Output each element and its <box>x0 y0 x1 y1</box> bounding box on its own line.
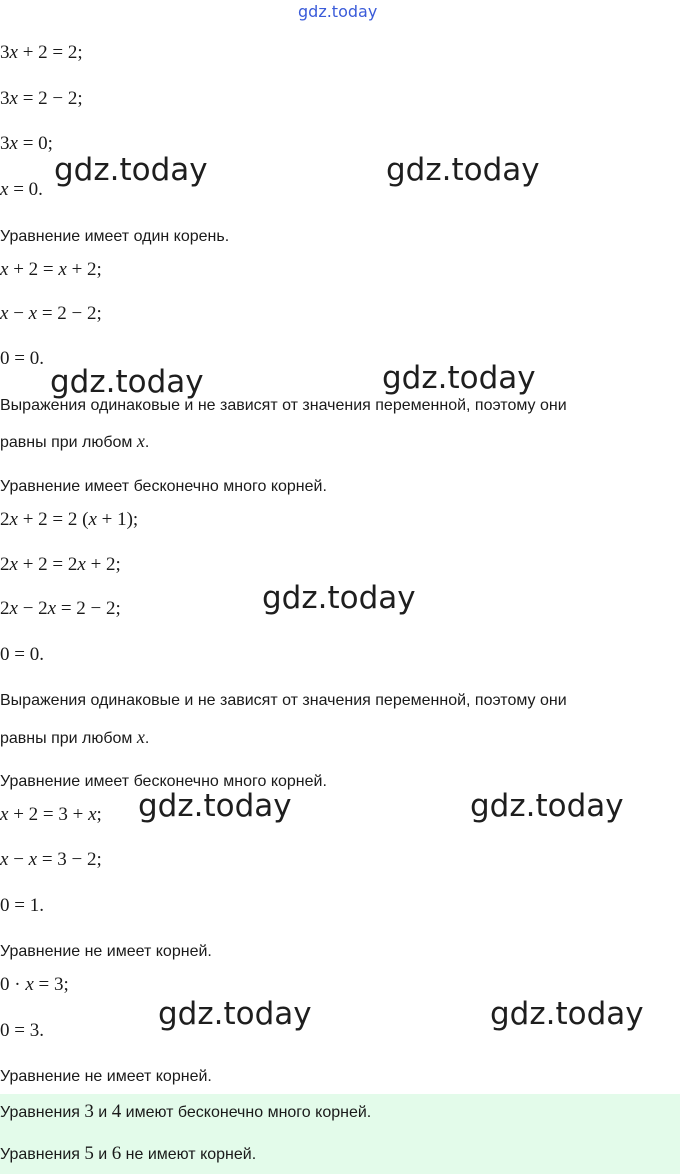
math-variable: x <box>9 598 18 619</box>
math-number: 4 <box>111 1101 122 1122</box>
math-variable: x <box>88 509 97 530</box>
equation-line: 3x = 0; <box>0 133 53 154</box>
text-line: Уравнение не имеет корней. <box>0 1068 212 1085</box>
math-variable: x <box>28 849 38 870</box>
equation-line: 0 · x = 3; <box>0 974 69 995</box>
math-number: 6 <box>111 1143 122 1164</box>
equation-line: 0 = 0. <box>0 644 44 665</box>
equation-line: x + 2 = 3 + x; <box>0 804 102 825</box>
equation-line: x = 0. <box>0 179 43 200</box>
math-variable: x <box>77 554 86 575</box>
math-variable: x <box>0 259 9 280</box>
text-line: равны при любом x. <box>0 727 150 747</box>
watermark: gdz.today <box>158 996 312 1032</box>
summary-box <box>0 1094 680 1174</box>
math-variable: x <box>0 849 9 870</box>
equation-line: x + 2 = x + 2; <box>0 259 102 280</box>
text-line: Уравнение имеет бесконечно много корней. <box>0 773 327 790</box>
math-variable: x <box>9 554 18 575</box>
math-variable: x <box>9 88 18 109</box>
math-variable: x <box>47 598 57 619</box>
equation-line: 3x = 2 − 2; <box>0 88 83 109</box>
equation-line: 2x − 2x = 2 − 2; <box>0 598 121 619</box>
math-number: 5 <box>84 1143 94 1164</box>
watermark: gdz.today <box>138 788 292 824</box>
math-variable: x <box>0 303 9 324</box>
equation-line: 2x + 2 = 2x + 2; <box>0 554 121 575</box>
text-line: Уравнение не имеет корней. <box>0 943 212 960</box>
math-variable: x <box>58 259 67 280</box>
watermark: gdz.today <box>490 996 644 1032</box>
text-line: Выражения одинаковые и не зависят от значения переменной, поэтому они <box>0 397 567 414</box>
equation-line: 2x + 2 = 2 (x + 1); <box>0 509 139 530</box>
equation-line: x − x = 2 − 2; <box>0 303 102 324</box>
equation-line: 0 = 3. <box>0 1020 44 1041</box>
math-number: 3 <box>84 1101 94 1122</box>
text-line: Выражения одинаковые и не зависят от значения переменной, поэтому они <box>0 692 567 709</box>
math-variable: x <box>0 179 9 200</box>
equation-line: x − x = 3 − 2; <box>0 849 102 870</box>
math-variable: x <box>88 804 97 825</box>
math-variable: x <box>25 974 34 995</box>
summary-line: Уравнения 3 и 4 имеют бесконечно много корней. <box>0 1101 372 1122</box>
text-line: Уравнение имеет бесконечно много корней. <box>0 478 327 495</box>
text-line: равны при любом x. <box>0 431 150 451</box>
watermark: gdz.today <box>262 580 416 616</box>
math-variable: x <box>136 431 145 451</box>
watermark: gdz.today <box>382 360 536 396</box>
math-variable: x <box>0 804 9 825</box>
equation-line: 0 = 1. <box>0 895 44 916</box>
equation-line: 0 = 0. <box>0 348 44 369</box>
math-variable: x <box>9 42 18 63</box>
math-variable: x <box>28 303 38 324</box>
math-variable: x <box>9 509 18 530</box>
summary-line: Уравнения 5 и 6 не имеют корней. <box>0 1143 257 1164</box>
watermark: gdz.today <box>50 364 204 400</box>
text-line: Уравнение имеет один корень. <box>0 228 230 245</box>
watermark: gdz.today <box>386 152 540 188</box>
watermark: gdz.today <box>54 152 208 188</box>
math-variable: x <box>9 133 18 154</box>
watermark-top: gdz.today <box>298 2 378 21</box>
watermark: gdz.today <box>470 788 624 824</box>
math-variable: x <box>136 727 145 747</box>
equation-line: 3x + 2 = 2; <box>0 42 83 63</box>
